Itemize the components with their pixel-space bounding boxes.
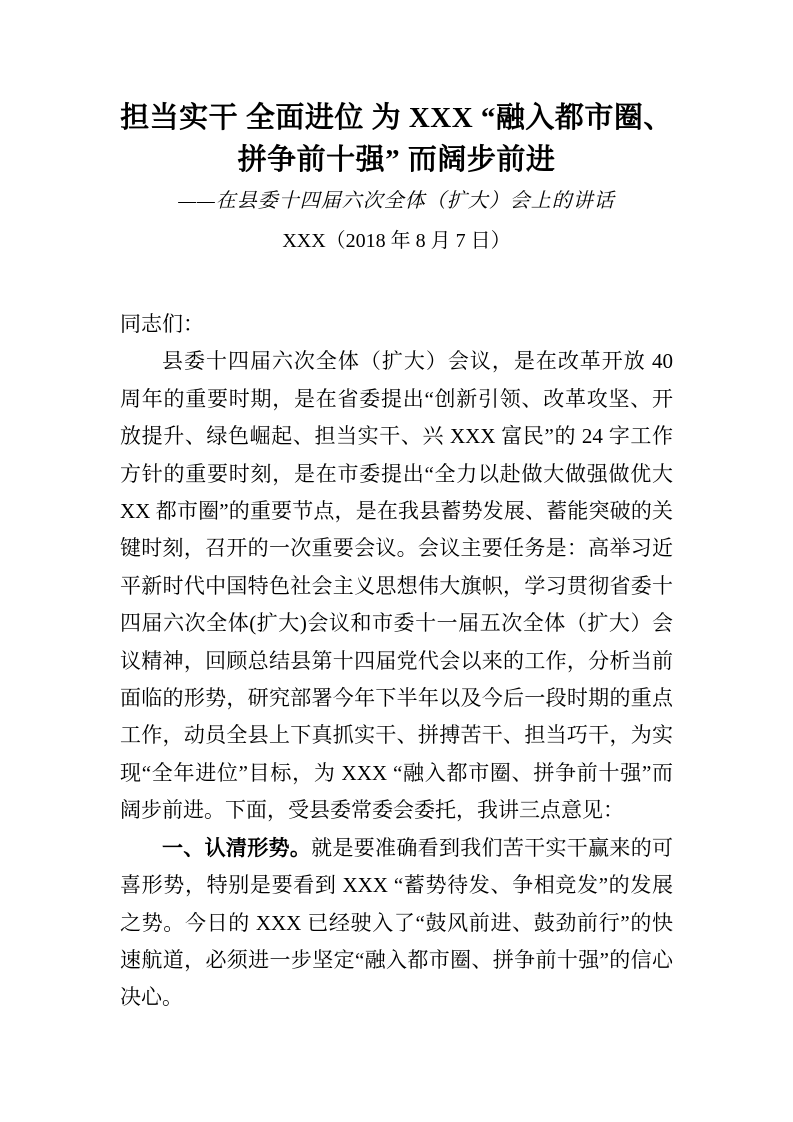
opening-paragraph: 县委十四届六次全体（扩大）会议，是在改革开放 40 周年的重要时期，是在省委提出“创新引领、改革攻坚、开放提升、绿色崛起、担当实干、兴 XXX 富民”的 24 字工作方针的重要时刻，是在市委提出“全力以赴做大做强做优大 XX 都市圈”的重要节点，是在我县蓄势发展、蓄能突破的关键时刻，召开的一次重要会议。会议主要任务是：高举习近平新时代中国特色社会主义思想伟大旗帜，学习贯彻省委十四届六次全体(扩大)会议和市委十一届五次全体（扩大）会议精神，回顾总结县第十四届党代会以来的工作，分析当前面临的形势，研究部署今年下半年以及今后一段时期的重点工作，动员全县上下真抓实干、拼搏苦干、担当巧干，为实现“全年进位”目标，为 XXX “融入都市圈、拼争前十强”而阔步前进。下面，受县委常委会委托，我讲三点意见： (120, 349, 673, 823)
salutation: 同志们： (120, 312, 204, 336)
author-date-line: XXX（2018 年 8 月 7 日） (282, 230, 511, 252)
document-body (120, 306, 673, 1017)
document-title (120, 97, 673, 181)
section-1-text: 就是要准确看到我们苦干实干赢来的可喜形势，特别是要看到 XXX “蓄势待发、争相竞发”的发展之势。今日的 XXX 已经驶入了“鼓风前进、鼓劲前行”的快速航道，必须进一步坚定“融入都市圈、拼争前十强”的信心决心。 (120, 835, 674, 1010)
section-1-heading: 一、认清形势。 (162, 836, 312, 860)
title-line-2: 拼争前十强” 而阔步前进 (237, 144, 556, 176)
section-1-paragraph (120, 830, 673, 1017)
document-content (120, 0, 673, 1017)
document-subtitle: ——在县委十四届六次全体（扩大）会上的讲话 (178, 190, 615, 212)
title-line-1: 担当实干 全面进位 为 XXX “融入都市圈、 (120, 102, 673, 134)
